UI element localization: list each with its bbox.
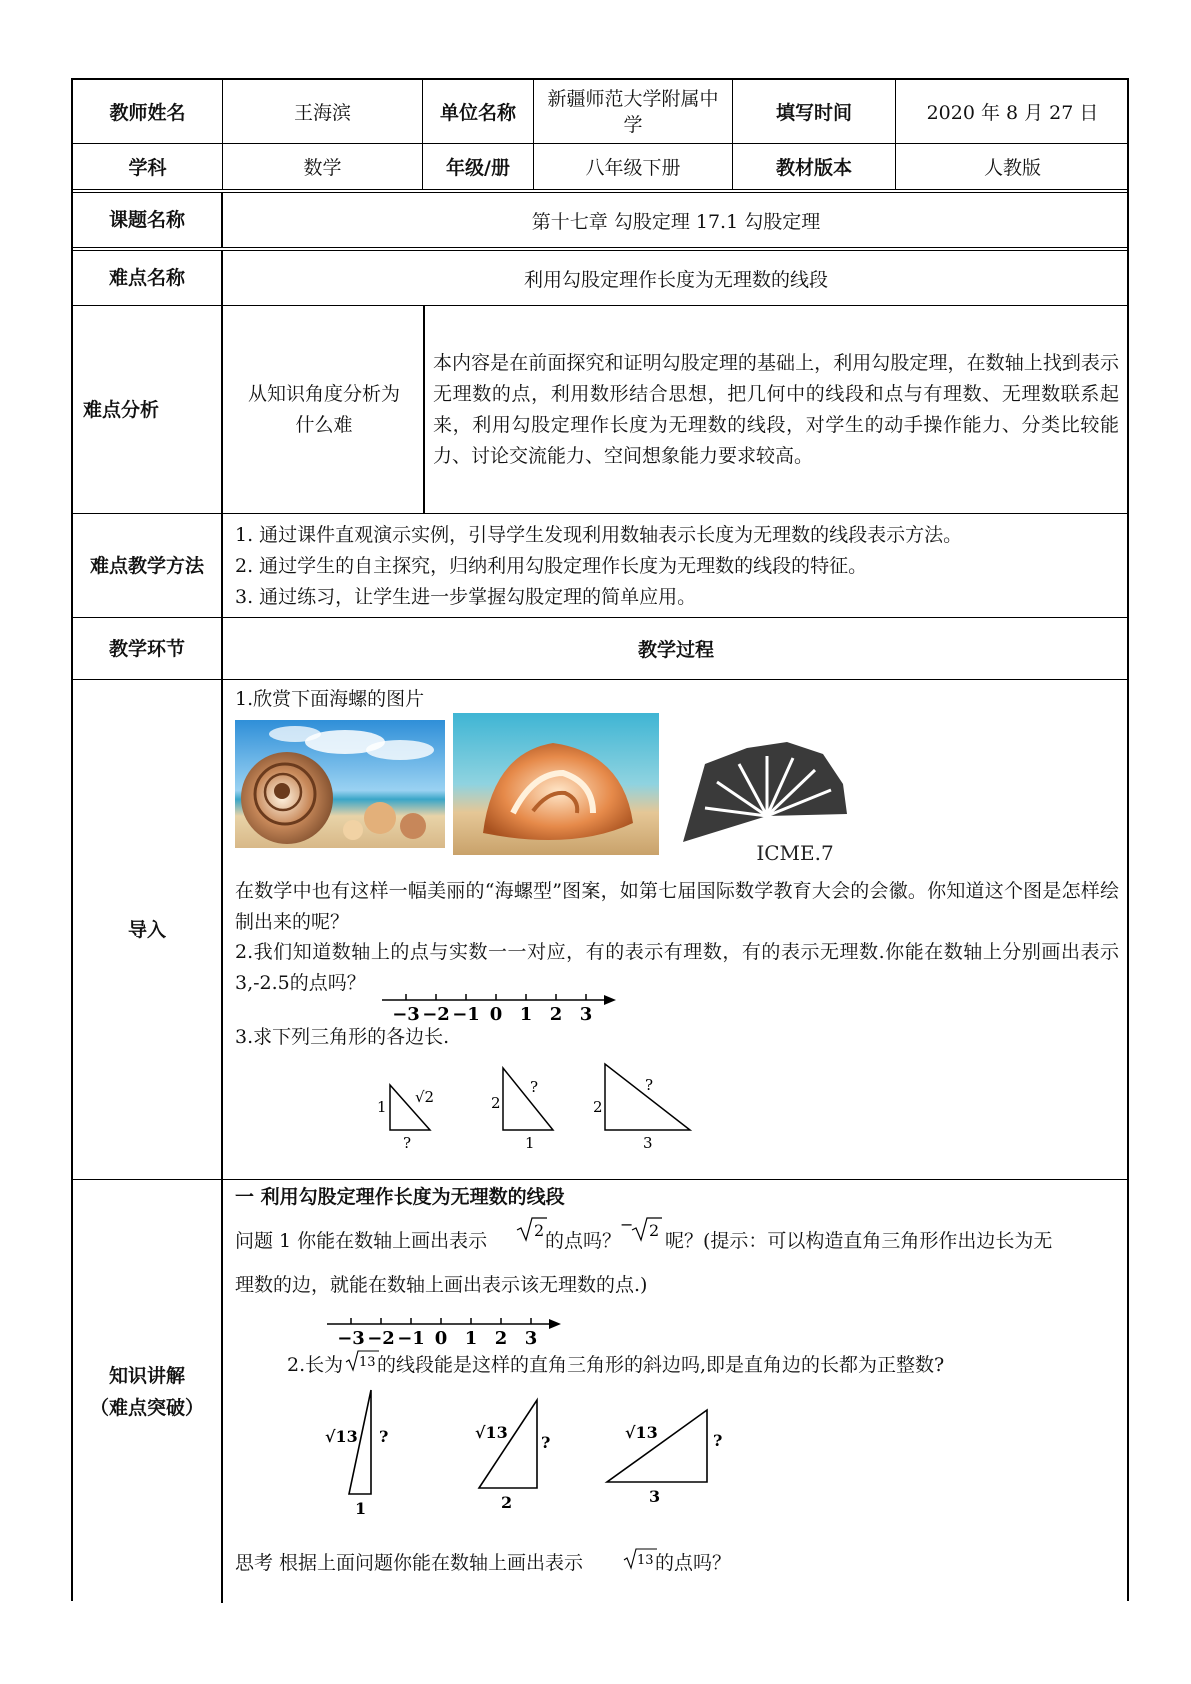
number-line-2-tick: −2 [367, 1328, 395, 1348]
icme7-logo [677, 724, 853, 874]
neg-sqrt-2-symbol [620, 1214, 666, 1244]
analysis-row [73, 306, 1127, 514]
triangle-2-leg: 2 [491, 1094, 501, 1112]
triangle-1-hyp: √2 [415, 1088, 435, 1106]
teacher-label: 教师姓名 [73, 80, 223, 143]
analysis-text: 本内容是在前面探究和证明勾股定理的基础上，利用勾股定理，在数轴上找到表示无理数的点，利用数形结合思想，把几何中的线段和点与有理数、无理数联系起来，利用勾股定理作长度为无理数的线段，对学生的动手操作能力、分类比较能力、讨论交流能力、空间想象能力要求较高。 [433, 352, 1119, 467]
fill-time: 2020 年 8 月 27 日 [926, 102, 1099, 124]
lecture-label-sub: （难点突破） [89, 1396, 204, 1419]
triangle-a-leg: ? [379, 1427, 389, 1446]
number-line-2-tick: 1 [464, 1328, 478, 1348]
difficulty-label: 难点名称 [73, 251, 223, 305]
header-row-2 [73, 144, 1127, 190]
intro-q3: 3.求下列三角形的各边长. [235, 1026, 450, 1048]
header-row-1 [73, 80, 1127, 144]
intro-q2: 2.我们知道数轴上的点与实数一一对应，有的表示有理数，有的表示无理数.你能在数轴上分别画出表示3,-2.5的点吗？ [235, 941, 1119, 994]
difficulty-row [73, 250, 1127, 306]
lecture-label-main: 知识讲解 [108, 1364, 185, 1387]
method-item-2: 2. 通过学生的自主探究，归纳利用勾股定理作长度为无理数的线段的特征。 [235, 555, 868, 577]
number-line-2-tick: −3 [337, 1328, 365, 1348]
lecture-content [225, 1180, 1127, 1603]
process-stage-label: 教学环节 [73, 618, 223, 679]
lecture-think-a: 思考 根据上面问题你能在数轴上画出表示 [235, 1552, 584, 1574]
intro-row [73, 680, 1127, 1180]
intro-triangles [375, 1060, 875, 1168]
lecture-q1-a: 问题 1 你能在数轴上画出表示 [235, 1230, 488, 1252]
svg-text:13: 13 [359, 1355, 376, 1370]
intro-label: 导入 [73, 680, 223, 1179]
lecture-think-b: 的点吗？ [655, 1552, 732, 1574]
number-line-2-tick: 0 [434, 1328, 448, 1348]
unit-name: 新疆师范大学附属中学 [534, 80, 733, 143]
method-item-3: 3. 通过练习，让学生进一步掌握勾股定理的简单应用。 [235, 586, 697, 608]
intro-paragraph: 在数学中也有这样一幅美丽的“海螺型”图案，如第七届国际数学教育大会的会徽。你知道这个图是怎样绘制出来的呢？ [235, 880, 1119, 933]
triangle-2-hyp: ? [530, 1078, 539, 1096]
process-header-row [73, 618, 1127, 680]
topic-row [73, 192, 1127, 248]
topic-label: 课题名称 [73, 193, 223, 247]
analysis-content [225, 306, 1127, 513]
topic-value: 第十七章 勾股定理 17.1 勾股定理 [531, 210, 821, 233]
analysis-label: 难点分析 [73, 306, 223, 513]
triangle-c-hyp: √13 [625, 1423, 658, 1442]
grade-value: 八年级下册 [534, 144, 733, 189]
methods-label: 难点教学方法 [73, 514, 223, 617]
lecture-q2-a: 2.长为 [287, 1354, 344, 1376]
svg-text:13: 13 [637, 1553, 654, 1568]
svg-text:2: 2 [534, 1221, 545, 1240]
seashell-photo-conch [453, 713, 659, 855]
number-line [380, 990, 620, 1024]
number-line-tick: 3 [579, 1004, 593, 1024]
grade-label: 年级/册 [423, 144, 534, 189]
triangle-a-hyp: √13 [325, 1427, 358, 1446]
triangle-c-base: 3 [649, 1487, 661, 1506]
edition-label: 教材版本 [733, 144, 896, 189]
lesson-plan-table [71, 78, 1129, 1601]
sqrt-2-symbol [515, 1214, 549, 1244]
unit-label: 单位名称 [423, 80, 534, 143]
lecture-heading: 一 利用勾股定理作长度为无理数的线段 [235, 1186, 565, 1208]
triangle-1-leg: 1 [377, 1098, 387, 1116]
triangle-3-hyp: ? [645, 1076, 654, 1094]
subject-value: 数学 [223, 144, 423, 189]
triangle-3-leg: 2 [593, 1098, 603, 1116]
edition-value: 人教版 [983, 157, 1041, 179]
number-line-2-tick: 2 [494, 1328, 508, 1348]
methods-row [73, 514, 1127, 618]
methods-content [225, 514, 1127, 617]
lecture-row [73, 1180, 1127, 1603]
triangle-b-hyp: √13 [475, 1423, 508, 1442]
triangle-b-leg: ? [541, 1433, 551, 1452]
number-line-tick: 2 [549, 1004, 563, 1024]
intro-content [225, 680, 1127, 1179]
number-line-2-tick: 3 [524, 1328, 538, 1348]
lecture-label [73, 1180, 223, 1603]
number-line-tick: 0 [489, 1004, 503, 1024]
subject-label: 学科 [73, 144, 223, 189]
number-line-2-tick: −1 [397, 1328, 425, 1348]
triangle-1-base: ? [403, 1134, 412, 1152]
sqrt-13-symbol-2 [623, 1546, 659, 1572]
intro-q1: 1.欣赏下面海螺的图片 [235, 688, 425, 710]
method-item-1: 1. 通过课件直观演示实例，引导学生发现利用数轴表示长度为无理数的线段表示方法。 [235, 524, 963, 546]
number-line-tick: 1 [519, 1004, 533, 1024]
teacher-name: 王海滨 [223, 80, 423, 143]
seashell-photo-beach [235, 720, 445, 848]
lecture-q1-c: 呢？(提示：可以构造直角三角形作出边长为无 [665, 1230, 1053, 1252]
lecture-q1-b: 的点吗？ [545, 1230, 622, 1252]
number-line-2 [325, 1314, 565, 1348]
triangle-3-base: 3 [643, 1134, 653, 1152]
svg-text:2: 2 [649, 1221, 660, 1240]
number-line-tick: −3 [392, 1004, 420, 1024]
triangle-b-base: 2 [501, 1493, 513, 1512]
number-line-tick: −1 [452, 1004, 480, 1024]
triangle-a-base: 1 [355, 1499, 367, 1518]
process-label: 教学过程 [637, 639, 714, 661]
triangle-2-base: 1 [525, 1134, 535, 1152]
difficulty-value: 利用勾股定理作长度为无理数的线段 [523, 268, 828, 291]
number-line-tick: −2 [422, 1004, 450, 1024]
sqrt-13-symbol [345, 1348, 381, 1374]
triangle-c-leg: ? [713, 1431, 723, 1450]
icme7-caption: ICME.7 [756, 841, 834, 865]
lecture-q1-d: 理数的边，就能在数轴上画出表示该无理数的点.) [235, 1274, 648, 1296]
lecture-q2-b: 的线段能是这样的直角三角形的斜边吗,即是直角边的长都为正整数? [377, 1354, 945, 1376]
time-label: 填写时间 [733, 80, 896, 143]
svg-text:−: − [620, 1215, 634, 1234]
analysis-sublabel: 从知识角度分析为什么难 [225, 306, 425, 513]
lecture-triangles [315, 1386, 815, 1526]
